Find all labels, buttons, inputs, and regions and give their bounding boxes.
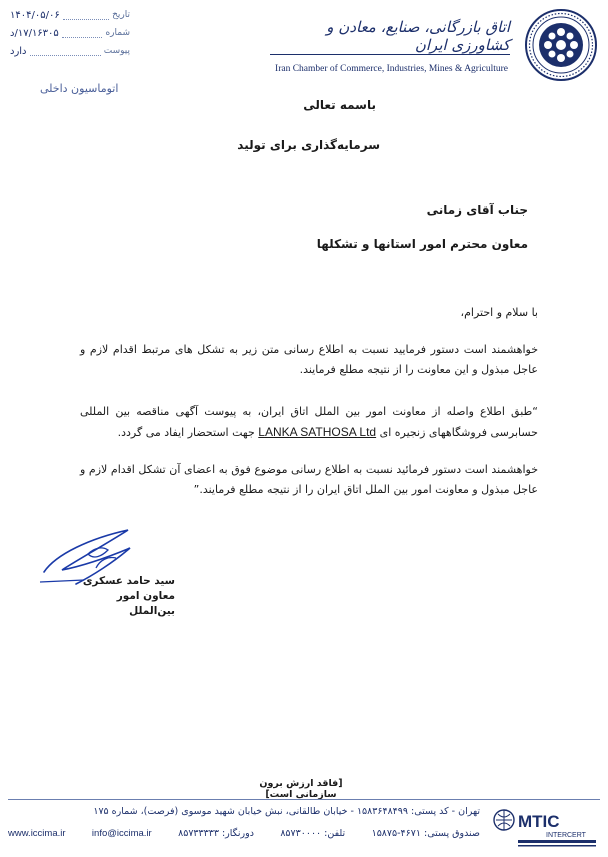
mtic-brand-text: MTIC <box>518 812 560 831</box>
letter-meta <box>10 6 130 60</box>
meta-attachment <box>10 42 130 60</box>
signatory-title: معاون امور بین‌الملل <box>116 590 175 617</box>
footer-contacts <box>8 828 480 839</box>
meta-number-label: شماره <box>105 28 130 38</box>
paragraph-2 <box>80 402 538 443</box>
paragraph-2-text-a: “طبق اطلاع واصله از معاونت امور بین الملل اتاق ایران، به پیوست آگهی مناقصه بین المللی حسابرسی فروشگاههای زنجیره ای <box>80 405 538 439</box>
meta-date-label: تاریخ <box>112 10 130 20</box>
meta-date-value: ۱۴۰۴/۰۵/۰۶ <box>10 9 60 21</box>
mtic-certification-logo <box>492 806 600 850</box>
org-name-fa: اتاق بازرگانی، صنایع، معادن و کشاورزی ایران <box>326 18 510 54</box>
footer-email[interactable]: info@iccima.ir <box>91 828 152 839</box>
company-name: LANKA SATHOSA Ltd <box>258 425 377 439</box>
paragraph-2-text-b: جهت استحضار ایفاد می گردد. <box>117 426 255 439</box>
meta-number <box>10 24 130 42</box>
invocation: باسمه تعالی <box>303 98 376 112</box>
paragraph-3: خواهشمند است دستور فرمائید نسبت به اطلاع رسانی موضوع فوق به اعضای آن تشکل اقدام لازم و عاجل مبذول و معاونت امور بین الملل اتاق ایران را از نتیجه مطلع فرمایند.” <box>80 463 538 496</box>
recipient-title: معاون محترم امور استانها و تشکلها <box>316 237 528 251</box>
non-document-note: [فاقد ارزش برون سازمانی است] <box>259 778 343 800</box>
footer-divider <box>8 799 600 800</box>
footer-address: تهران - کد پستی: ۱۵۸۳۶۴۸۴۹۹ - خیابان طالقانی، نبش خیابان شهید موسوی (فرصت)، شماره ۱۷۵ <box>93 806 480 817</box>
org-name-en: Iran Chamber of Commerce, Industries, Mines & Agriculture <box>275 64 508 74</box>
greeting: با سلام و احترام، <box>460 306 538 319</box>
mtic-sub-text: INTERCERT <box>546 832 586 839</box>
signatory-name: سید حامد عسکری <box>82 575 175 587</box>
motto: سرمایه‌گذاری برای تولید <box>237 138 380 152</box>
meta-date <box>10 6 130 24</box>
meta-number-value: ۱۷/۱۶۳۰۵/د <box>10 27 59 39</box>
recipient-name: جناب آقای زمانی <box>426 203 528 217</box>
footer-website[interactable]: www.iccima.ir <box>8 828 66 839</box>
internal-automation-stamp: اتوماسیون داخلی <box>40 82 119 95</box>
footer-fax: دورنگار: ۸۵۷۳۳۳۳۳ <box>178 828 254 839</box>
meta-attachment-value: دارد <box>10 45 27 57</box>
footer-po-box: صندوق پستی: ۴۶۷۱-۱۵۸۷۵ <box>371 828 480 839</box>
header-divider <box>270 54 510 55</box>
paragraph-1: خواهشمند است دستور فرمایید نسبت به اطلاع رسانی متن زیر به تشکل های مرتبط اقدام لازم و عاجل مبذول و این معاونت را از نتیجه مطلع فرمایند. <box>80 343 538 376</box>
chamber-logo-icon <box>524 8 598 82</box>
footer-phone: تلفن: ۸۵۷۳۰۰۰۰ <box>280 828 346 839</box>
signatory <box>80 574 175 619</box>
meta-attachment-label: پیوست <box>103 46 130 56</box>
